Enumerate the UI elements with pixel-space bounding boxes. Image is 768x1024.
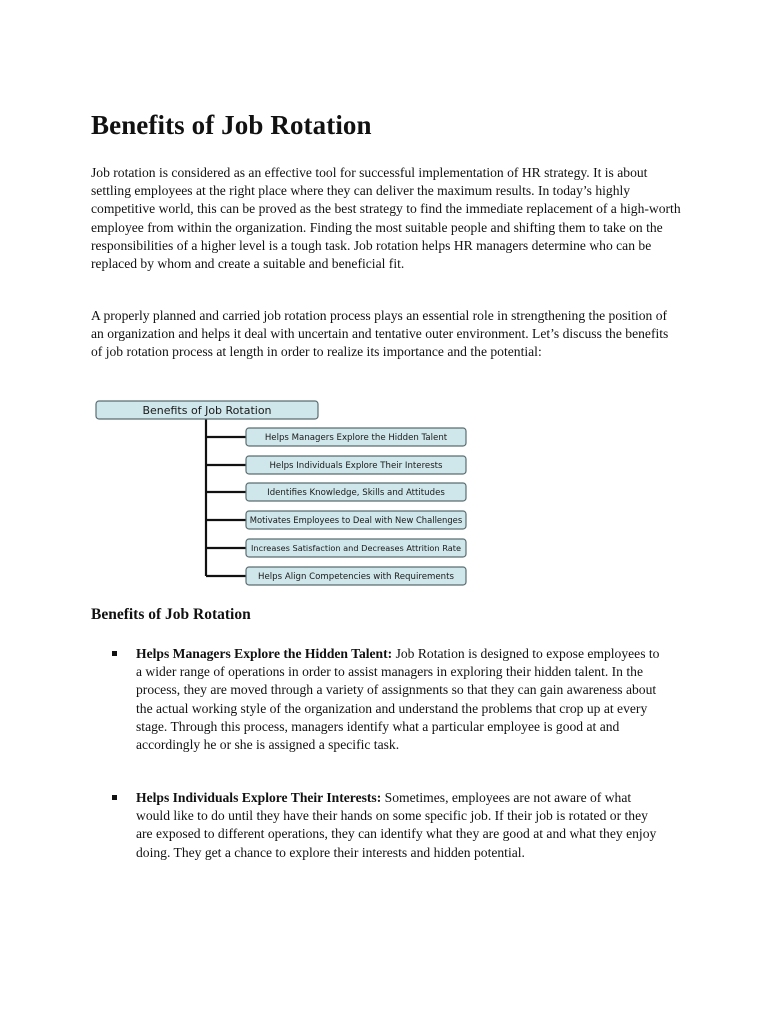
bullet-square-icon (112, 651, 117, 656)
diagram-branch-label-3: Identifies Knowledge, Skills and Attitudes (267, 488, 445, 498)
bullet-lead: Helps Managers Explore the Hidden Talent: (136, 646, 393, 661)
diagram-branch-label-5: Increases Satisfaction and Decreases Attrition Rate (250, 543, 462, 553)
intro-paragraph: Job rotation is considered as an effective tool for successful implementation of HR strategy. It is about settling employees at the right place where they can deliver the maximum results. In today’s highly competitive world, this can be proved as the best strategy to find the immediate replacement of a high-worth employee from within the organization. Finding the most suitable people and shifting them to take on the responsibilities of a higher level is a tough task. Job rotation helps HR managers determine who can be replaced by whom and create a suitable and beneficial fit. (91, 165, 681, 272)
bullet-square-icon (112, 795, 117, 800)
bullet-lead: Helps Individuals Explore Their Interests: (136, 790, 382, 805)
bullet-item-hidden-talent (136, 645, 666, 754)
second-paragraph: A properly planned and carried job rotation process plays an essential role in strengthening the position of an organization and helps it deal with uncertain and tentative outer environment. Let’s discuss the benefits of job rotation process at length in order to realize its importance and the potential: (91, 308, 669, 360)
diagram-branch-label-4: Motivates Employees to Deal with New Challenges (249, 515, 463, 525)
diagram-branch-label-1: Helps Managers Explore the Hidden Talent (264, 433, 448, 443)
bullet-text: Sometimes, employees are not aware of what would like to do until they have their hands on some specific job. If their job is rotated or they are exposed to different operations, they can identify what they are good at and what they enjoy doing. They get a chance to explore their interests and hidden potential. (136, 790, 657, 860)
diagram-canvas (93, 396, 473, 592)
diagram-branch-label-6: Helps Align Competencies with Requirements (258, 572, 454, 582)
section-subheading: Benefits of Job Rotation (91, 606, 251, 623)
diagram-branch-label-2: Helps Individuals Explore Their Interests (269, 461, 443, 471)
bullet-item-explore-interests (136, 789, 666, 862)
diagram-root-label: Benefits of Job Rotation (142, 404, 272, 417)
page-title: Benefits of Job Rotation (91, 110, 372, 140)
job-rotation-diagram (93, 396, 473, 592)
bullet-text: Job Rotation is designed to expose employees to a wider range of operations in order to assist managers in exploring their hidden talent. In the process, they are moved through a variety of assignments so that they can gain awareness about the actual working style of the organization and understand the problems that crop up at every stage. Through this process, managers identify what a particular employee is good at and accordingly he or she is assigned a specific task. (136, 646, 660, 753)
